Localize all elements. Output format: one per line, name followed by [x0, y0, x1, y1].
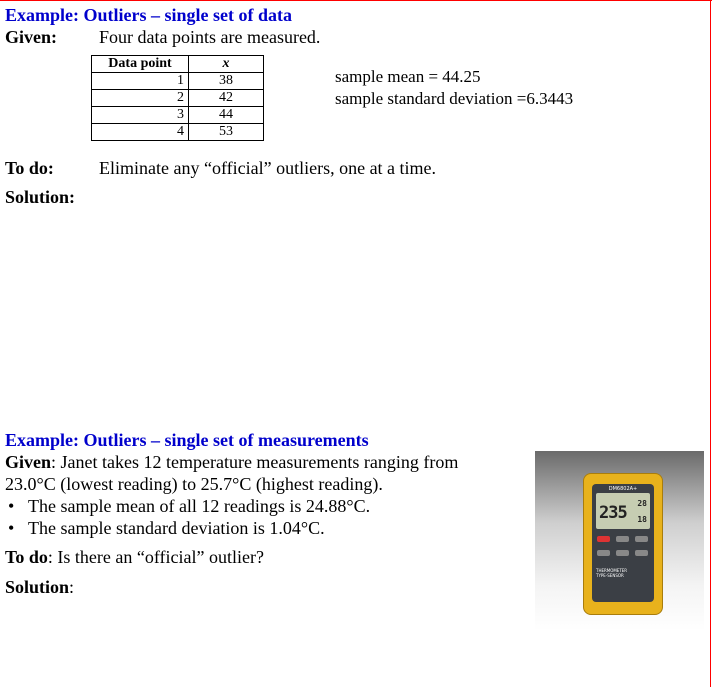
example2-solution-colon: :: [69, 577, 75, 597]
mode-button-icon: [635, 550, 648, 556]
example1-solution-label: Solution:: [5, 187, 76, 207]
example2-todo-label: To do: [5, 547, 48, 567]
example2-given-line2: 23.0°C (lowest reading) to 25.7°C (highest reading).: [5, 474, 383, 494]
minmax-button-icon: [616, 550, 629, 556]
header-x: x: [189, 56, 264, 73]
example1-given-label: Given:: [5, 27, 57, 47]
example2-given-line1: [5, 452, 458, 473]
cell-index: 4: [92, 124, 189, 141]
frame-right-border: [710, 0, 711, 687]
bullet-text: The sample standard deviation is 1.04°C.: [28, 518, 325, 538]
footer-line2: TYPE-SENSOR: [596, 573, 624, 578]
thermometer-body: [583, 473, 663, 615]
lcd-bottom-reading: 18: [637, 515, 647, 524]
thermometer-model: DM6802A+: [608, 486, 638, 492]
example1-given-text: Four data points are measured.: [99, 27, 321, 47]
table-header-row: [92, 56, 264, 73]
table-row: [92, 73, 264, 90]
example2-todo-text: : Is there an “official” outlier?: [47, 547, 264, 567]
unit-button-icon: [616, 536, 629, 542]
example2-title: Example: Outliers – single set of measurements: [5, 430, 369, 450]
example2-given-label: Given: [5, 452, 52, 472]
footer-line1: THERMOMETER: [596, 568, 628, 573]
bullet-item: [8, 518, 325, 539]
table-row: [92, 124, 264, 141]
example2-solution-label: Solution: [5, 577, 70, 597]
example1-title: Example: Outliers – single set of data: [5, 5, 292, 25]
thermometer-lcd: [596, 493, 650, 529]
example2-given-text1: : Janet takes 12 temperature measurements ranging from: [51, 452, 459, 472]
thermometer-photo: [535, 451, 704, 631]
frame-top-border: [0, 0, 712, 1]
bullet-item: [8, 496, 370, 517]
table-row: [92, 107, 264, 124]
hold-button-icon: [635, 536, 648, 542]
example1-todo-label: To do:: [5, 158, 54, 178]
table-row: [92, 90, 264, 107]
bullet-dot-icon: •: [8, 496, 15, 516]
cell-value: 53: [189, 124, 264, 141]
data-table: [91, 55, 264, 141]
power-button-icon: [597, 536, 610, 542]
example1-todo-text: Eliminate any “official” outliers, one at a time.: [99, 158, 437, 178]
thermometer-face: [592, 484, 654, 602]
example2-solution-line: [5, 577, 74, 598]
sample-sd-text: sample standard deviation =6.3443: [335, 89, 574, 108]
sample-mean-text: sample mean = 44.25: [335, 67, 481, 86]
alarm-button-icon: [597, 550, 610, 556]
cell-value: 38: [189, 73, 264, 90]
lcd-top-reading: 28: [637, 499, 647, 508]
cell-index: 2: [92, 90, 189, 107]
header-data-point: Data point: [92, 56, 189, 73]
cell-value: 42: [189, 90, 264, 107]
cell-index: 3: [92, 107, 189, 124]
cell-value: 44: [189, 107, 264, 124]
cell-index: 1: [92, 73, 189, 90]
thermometer-footer: [596, 568, 627, 578]
bullet-dot-icon: •: [8, 518, 15, 538]
bullet-text: The sample mean of all 12 readings is 24.88°C.: [28, 496, 371, 516]
lcd-main-reading: 235: [599, 503, 627, 523]
example2-todo-line: [5, 547, 264, 568]
